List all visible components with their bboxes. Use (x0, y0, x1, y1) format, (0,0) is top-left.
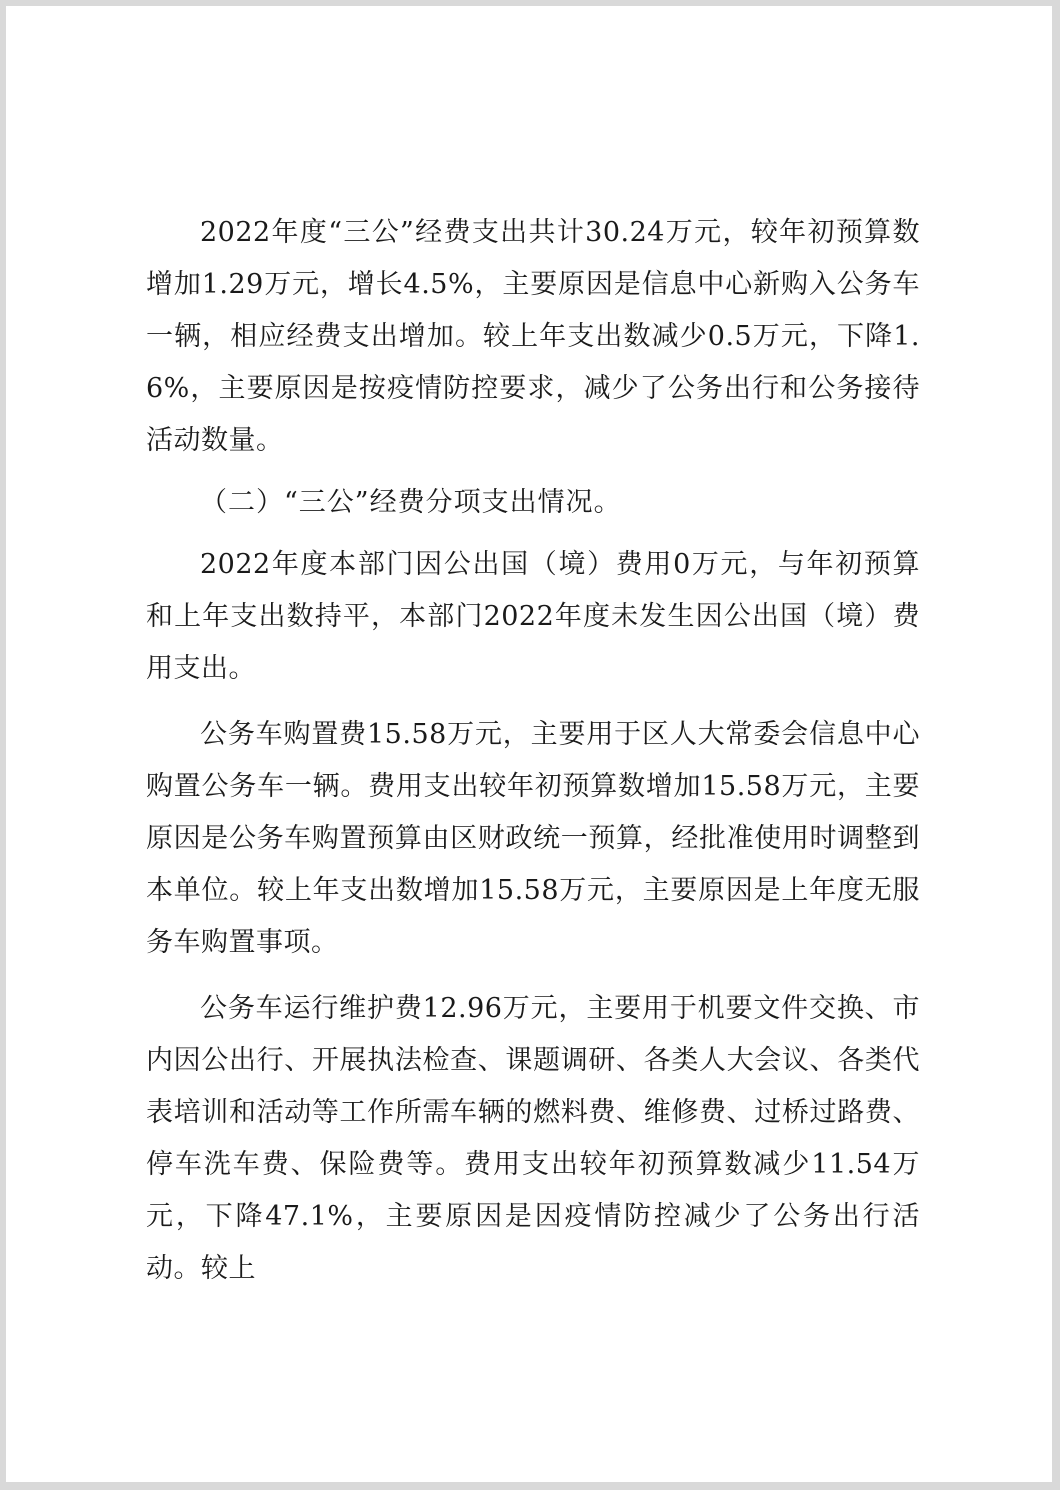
document-body (146, 207, 920, 1295)
section-heading-itemized: （二）“三公”经费分项支出情况。 (200, 487, 622, 518)
paragraph-vehicle-purchase: 公务车购置费15.58万元，主要用于区人大常委会信息中心购置公务车一辆。费用支出较年初预算数增加15.58万元，主要原因是公务车购置预算由区财政统一预算，经批准使用时调整到本单位。较上年支出数增加15.58万元，主要原因是上年度无服务车购置事项。 (146, 719, 920, 958)
paragraph-overseas-travel: 2022年度本部门因公出国（境）费用0万元，与年初预算和上年支出数持平，本部门2022年度未发生因公出国（境）费用支出。 (146, 549, 920, 684)
paragraph-three-public-total: 2022年度“三公”经费支出共计30.24万元，较年初预算数增加1.29万元，增长4.5%，主要原因是信息中心新购入公务车一辆，相应经费支出增加。较上年支出数减少0.5万元，下降1.6%，主要原因是按疫情防控要求，减少了公务出行和公务接待活动数量。 (146, 217, 920, 456)
document-page (6, 6, 1052, 1482)
paragraph-vehicle-maintenance: 公务车运行维护费12.96万元，主要用于机要文件交换、市内因公出行、开展执法检查、课题调研、各类人大会议、各类代表培训和活动等工作所需车辆的燃料费、维修费、过桥过路费、停车洗车费、保险费等。费用支出较年初预算数减少11.54万元，下降47.1%，主要原因是因疫情防控减少了公务出行活动。较上 (146, 993, 920, 1284)
